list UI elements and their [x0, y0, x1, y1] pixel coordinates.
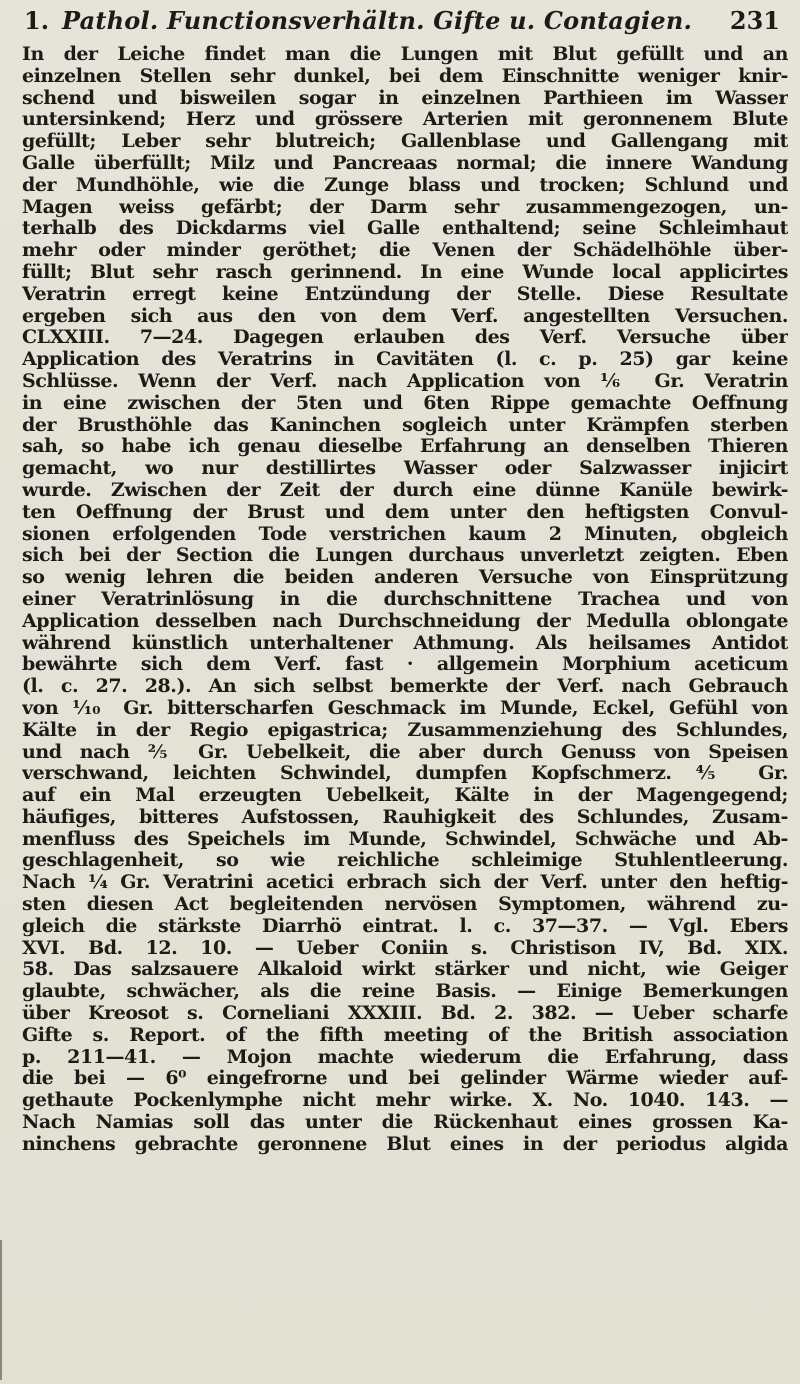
text-line: XVI. Bd. 12. 10. — Ueber Coniin s. Christison IV, Bd. XIX.	[22, 937, 788, 959]
text-line: der Mundhöhle, wie die Zunge blass und trocken; Schlund und	[22, 174, 788, 196]
text-line: über Kreosot s. Corneliani XXXIII. Bd. 2. 382. — Ueber scharfe	[22, 1003, 788, 1025]
text-line: In der Leiche findet man die Lungen mit Blut gefüllt und an	[22, 44, 788, 65]
text-line: Galle überfüllt; Milz und Pancreaas normal; die innere Wandung	[22, 152, 788, 174]
text-line: gemacht, wo nur destillirtes Wasser oder Salzwasser injicirt	[22, 458, 788, 480]
text-line: sten diesen Act begleitenden nervösen Symptomen, während zu-	[22, 894, 788, 916]
text-line: wurde. Zwischen der Zeit der durch eine dünne Kanüle bewirk-	[22, 479, 788, 501]
page-edge-shadow	[0, 1240, 2, 1380]
running-title: Pathol. Functionsverhältn. Gifte u. Contagien.	[62, 6, 693, 35]
text-line: Nach Namias soll das unter die Rückenhaut eines grossen Ka-	[22, 1112, 788, 1134]
text-line: Gifte s. Report. of the fifth meeting of the British association	[22, 1024, 788, 1046]
text-line: Magen weiss gefärbt; der Darm sehr zusammengezogen, un-	[22, 196, 788, 218]
text-line: ninchens gebrachte geronnene Blut eines in der periodus algida	[22, 1133, 788, 1155]
text-line: ten Oeffnung der Brust und dem unter den heftigsten Convul-	[22, 501, 788, 523]
text-line: einer Veratrinlösung in die durchschnittene Trachea und von	[22, 588, 788, 610]
text-line: gefüllt; Leber sehr blutreich; Gallenblase und Gallengang mit	[22, 131, 788, 153]
text-line: Application des Veratrins in Cavitäten (l. c. p. 25) gar keine	[22, 349, 788, 371]
text-line: sah, so habe ich genau dieselbe Erfahrung an denselben Thieren	[22, 436, 788, 458]
text-line: füllt; Blut sehr rasch gerinnend. In eine Wunde local applicirtes	[22, 261, 788, 283]
text-line: menfluss des Speichels im Munde, Schwindel, Schwäche und Ab-	[22, 828, 788, 850]
text-line: untersinkend; Herz und grössere Arterien mit geronnenem Blute	[22, 109, 788, 131]
text-line: 58. Das salzsauere Alkaloid wirkt stärker und nicht, wie Geiger	[22, 959, 788, 981]
text-line: auf ein Mal erzeugten Uebelkeit, Kälte in der Magengegend;	[22, 785, 788, 807]
text-line: mehr oder minder geröthet; die Venen der Schädelhöhle über-	[22, 240, 788, 262]
text-line: terhalb des Dickdarms viel Galle enthaltend; seine Schleimhaut	[22, 218, 788, 240]
text-line: Schlüsse. Wenn der Verf. nach Application von ⅙ Gr. Veratrin	[22, 370, 788, 392]
text-line: Kälte in der Regio epigastrica; Zusammenziehung des Schlundes,	[22, 719, 788, 741]
text-line: häufiges, bitteres Aufstossen, Rauhigkeit des Schlundes, Zusam-	[22, 806, 788, 828]
text-line: gethaute Pockenlymphe nicht mehr wirke. X. No. 1040. 143. —	[22, 1090, 788, 1112]
text-line: geschlagenheit, so wie reichliche schleimige Stuhlentleerung.	[22, 850, 788, 872]
text-line: verschwand, leichten Schwindel, dumpfen Kopfschmerz. ⅘ Gr.	[22, 763, 788, 785]
text-line: glaubte, schwächer, als die reine Basis. — Einige Bemerkungen	[22, 981, 788, 1003]
text-line: Nach ¼ Gr. Veratrini acetici erbrach sich der Verf. unter den heftig-	[22, 872, 788, 894]
text-line: CLXXIII. 7—24. Dagegen erlauben des Verf. Versuche über	[22, 327, 788, 349]
text-line: p. 211—41. — Mojon machte wiederum die Erfahrung, dass	[22, 1046, 788, 1068]
page-number: 231	[729, 6, 780, 35]
text-line: sionen erfolgenden Tode verstrichen kaum 2 Minuten, obgleich	[22, 523, 788, 545]
text-line: schend und bisweilen sogar in einzelnen Parthieen im Wasser	[22, 87, 788, 109]
text-line: sich bei der Section die Lungen durchaus unverletzt zeigten. Eben	[22, 545, 788, 567]
text-line: von ⅒ Gr. bitterscharfen Geschmack im Munde, Eckel, Gefühl von	[22, 697, 788, 719]
text-line: Veratrin erregt keine Entzündung der Stelle. Diese Resultate	[22, 283, 788, 305]
text-line: gleich die stärkste Diarrhö eintrat. l. c. 37—37. — Vgl. Ebers	[22, 915, 788, 937]
running-header	[0, 6, 800, 40]
section-number: 1.	[24, 6, 50, 35]
text-line: während künstlich unterhaltener Athmung. Als heilsames Antidot	[22, 632, 788, 654]
text-line: die bei — 6⁰ eingefrorne und bei gelinder Wärme wieder auf-	[22, 1068, 788, 1090]
text-line: und nach ⅖ Gr. Uebelkeit, die aber durch Genuss von Speisen	[22, 741, 788, 763]
text-line: ergeben sich aus den von dem Verf. angestellten Versuchen.	[22, 305, 788, 327]
text-line: (l. c. 27. 28.). An sich selbst bemerkte der Verf. nach Gebrauch	[22, 676, 788, 698]
text-line: einzelnen Stellen sehr dunkel, bei dem Einschnitte weniger knir-	[22, 65, 788, 87]
text-line: so wenig lehren die beiden anderen Versuche von Einsprützung	[22, 567, 788, 589]
body-text	[22, 44, 788, 1156]
text-line: der Brusthöhle das Kaninchen sogleich unter Krämpfen sterben	[22, 414, 788, 436]
text-line: bewährte sich dem Verf. fast · allgemein Morphium aceticum	[22, 654, 788, 676]
text-line: Application desselben nach Durchschneidung der Medulla oblongate	[22, 610, 788, 632]
text-line: in eine zwischen der 5ten und 6ten Rippe gemachte Oeffnung	[22, 392, 788, 414]
